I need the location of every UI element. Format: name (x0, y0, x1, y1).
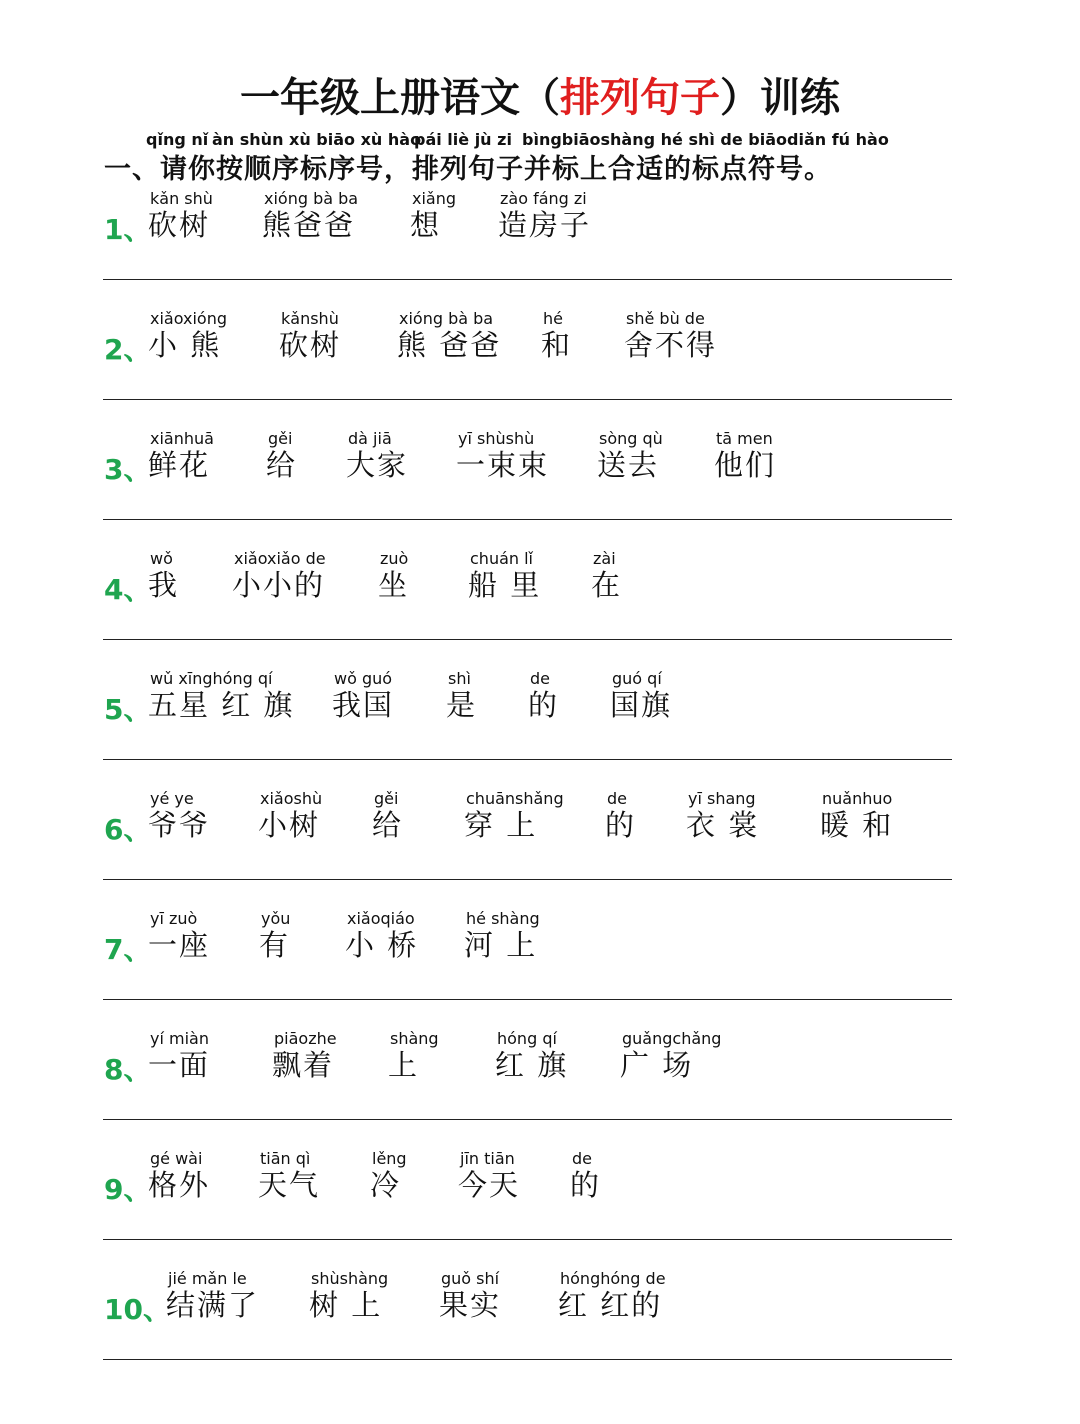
word-card (378, 550, 409, 602)
answer-line[interactable] (103, 1359, 952, 1360)
word-pinyin: wǒ guó (334, 669, 393, 688)
answer-line[interactable] (103, 399, 952, 400)
word-pinyin: shàng (390, 1029, 439, 1048)
word-characters: 红 红的 (558, 1288, 663, 1322)
word-card (410, 190, 456, 242)
word-pinyin: hónghóng de (560, 1269, 666, 1288)
exercise-item (0, 1270, 1080, 1390)
word-card (258, 790, 322, 842)
word-pinyin: xióng bà ba (264, 189, 359, 208)
word-card (148, 550, 179, 602)
exercise-item (0, 670, 1080, 790)
word-card (714, 430, 776, 482)
word-pinyin: yé ye (150, 789, 194, 808)
word-characters: 广 场 (620, 1048, 694, 1082)
word-card (686, 790, 759, 842)
word-card (148, 670, 294, 722)
word-pinyin: de (572, 1149, 592, 1168)
word-pinyin: yī zuò (150, 909, 198, 928)
word-pinyin: sòng qù (599, 429, 663, 448)
word-pinyin: jīn tiān (460, 1149, 515, 1168)
word-characters: 我 (148, 568, 180, 602)
title-prefix: 一年级上册语文（ (240, 75, 560, 121)
word-characters: 舍不得 (624, 328, 718, 362)
word-card (346, 430, 408, 482)
word-characters: 熊 爸爸 (397, 328, 502, 362)
word-pinyin: xiǎoshù (260, 789, 323, 808)
item-number: 7、 (104, 933, 152, 966)
word-card (148, 430, 214, 482)
answer-line[interactable] (103, 279, 952, 280)
word-characters: 小树 (258, 808, 321, 842)
item-number: 9、 (104, 1173, 152, 1206)
item-number: 8、 (104, 1053, 152, 1086)
word-pinyin: kǎnshù (281, 309, 339, 328)
word-characters: 给 (372, 808, 404, 842)
exercise-item (0, 430, 1080, 550)
word-pinyin: hóng qí (497, 1029, 557, 1048)
word-pinyin: yī shùshù (458, 429, 535, 448)
word-card (605, 790, 636, 842)
exercise-item (0, 1030, 1080, 1150)
word-characters: 送去 (597, 448, 660, 482)
word-card (458, 1150, 520, 1202)
word-characters: 穿 上 (464, 808, 538, 842)
word-pinyin: chuānshǎng (466, 789, 564, 808)
word-characters: 和 (541, 328, 573, 362)
title-highlight: 排列句子 (560, 75, 720, 121)
word-pinyin: zài (593, 549, 616, 568)
word-pinyin: nuǎnhuo (822, 789, 893, 808)
word-card (456, 430, 549, 482)
exercise-item (0, 550, 1080, 670)
word-pinyin: xiǎoxiǎo de (234, 549, 326, 568)
word-pinyin: dà jiā (348, 429, 392, 448)
exercise-item (0, 910, 1080, 1030)
word-pinyin: zuò (380, 549, 409, 568)
word-pinyin: yǒu (261, 909, 291, 928)
instruction-text: 一、请你按顺序标序号，排列句子并标上合适的标点符号。 (104, 154, 832, 185)
word-characters: 大家 (346, 448, 409, 482)
word-card (148, 310, 227, 362)
item-number: 2、 (104, 333, 152, 366)
word-characters: 一座 (148, 928, 211, 962)
word-pinyin: gé wài (150, 1149, 203, 1168)
answer-line[interactable] (103, 1239, 952, 1240)
word-characters: 河 上 (464, 928, 538, 962)
word-pinyin: xiǎng (412, 189, 457, 208)
instruction-pinyin-segment: bìngbiāoshàng hé shì de biāodiǎn fú hào (522, 130, 889, 149)
word-characters: 衣 裳 (686, 808, 760, 842)
word-card (148, 1030, 210, 1082)
answer-line[interactable] (103, 759, 952, 760)
word-characters: 格外 (148, 1168, 211, 1202)
word-card (148, 1150, 210, 1202)
word-pinyin: de (530, 669, 550, 688)
word-characters: 今天 (458, 1168, 521, 1202)
word-characters: 小小的 (232, 568, 326, 602)
word-pinyin: wǒ (150, 549, 173, 568)
word-characters: 红 旗 (495, 1048, 569, 1082)
word-card (345, 910, 418, 962)
word-characters: 一面 (148, 1048, 211, 1082)
word-characters: 船 里 (468, 568, 542, 602)
word-card (148, 910, 210, 962)
word-card (495, 1030, 568, 1082)
word-card (388, 1030, 439, 1082)
word-pinyin: xiǎoxióng (150, 309, 228, 328)
word-pinyin: xióng bà ba (399, 309, 494, 328)
word-card (148, 790, 210, 842)
word-pinyin: gěi (374, 789, 399, 808)
word-characters: 小 熊 (148, 328, 222, 362)
item-number: 5、 (104, 693, 152, 726)
word-pinyin: tā men (716, 429, 773, 448)
page-title (0, 66, 1080, 123)
word-pinyin: gěi (268, 429, 293, 448)
word-card (370, 1150, 407, 1202)
word-card (610, 670, 672, 722)
word-characters: 一束束 (456, 448, 550, 482)
word-card (620, 1030, 721, 1082)
word-card (446, 670, 477, 722)
word-characters: 的 (570, 1168, 602, 1202)
word-characters: 小 桥 (345, 928, 419, 962)
word-characters: 五星 红 旗 (148, 688, 295, 722)
word-pinyin: chuán lǐ (470, 549, 533, 568)
word-card (266, 430, 297, 482)
word-pinyin: hé shàng (466, 909, 540, 928)
word-pinyin: shùshàng (311, 1269, 389, 1288)
word-pinyin: shě bù de (626, 309, 705, 328)
word-characters: 飘着 (272, 1048, 335, 1082)
word-characters: 想 (410, 208, 442, 242)
word-card (464, 790, 564, 842)
answer-line[interactable] (103, 639, 952, 640)
word-characters: 结满了 (166, 1288, 260, 1322)
word-card (624, 310, 717, 362)
word-card (528, 670, 559, 722)
word-card (597, 430, 663, 482)
word-characters: 的 (528, 688, 560, 722)
word-card (148, 190, 213, 242)
word-characters: 熊爸爸 (262, 208, 356, 242)
item-number: 3、 (104, 453, 152, 486)
answer-line[interactable] (103, 519, 952, 520)
word-characters: 造房子 (498, 208, 592, 242)
word-pinyin: wǔ xīnghóng qí (150, 669, 273, 688)
word-card (439, 1270, 501, 1322)
exercise-item (0, 790, 1080, 910)
word-characters: 鲜花 (148, 448, 211, 482)
word-pinyin: guǒ shí (441, 1269, 500, 1288)
word-card (309, 1270, 388, 1322)
word-card (558, 1270, 666, 1322)
word-characters: 上 (388, 1048, 420, 1082)
word-characters: 果实 (439, 1288, 502, 1322)
word-pinyin: yī shang (688, 789, 756, 808)
instruction-pinyin-segment: pái liè jù zi (414, 130, 512, 149)
word-pinyin: piāozhe (274, 1029, 337, 1048)
item-number: 6、 (104, 813, 152, 846)
word-card (232, 550, 326, 602)
word-card (262, 190, 358, 242)
title-suffix: ）训练 (720, 75, 840, 121)
word-card (464, 910, 540, 962)
word-pinyin: kǎn shù (150, 189, 213, 208)
word-pinyin: jié mǎn le (168, 1269, 247, 1288)
word-characters: 他们 (714, 448, 777, 482)
answer-line[interactable] (103, 879, 952, 880)
word-card (591, 550, 622, 602)
word-pinyin: lěng (372, 1149, 407, 1168)
word-card (272, 1030, 337, 1082)
word-characters: 给 (266, 448, 298, 482)
word-characters: 在 (591, 568, 623, 602)
word-card (820, 790, 893, 842)
word-characters: 暖 和 (820, 808, 894, 842)
item-number: 1、 (104, 213, 152, 246)
word-characters: 国旗 (610, 688, 673, 722)
word-card (258, 1150, 320, 1202)
word-characters: 天气 (258, 1168, 321, 1202)
word-characters: 的 (605, 808, 637, 842)
word-characters: 爷爷 (148, 808, 211, 842)
instruction-pinyin-segment: àn shùn xù biāo xù hào (212, 130, 422, 149)
item-number: 10、 (104, 1293, 171, 1326)
word-card (570, 1150, 601, 1202)
word-characters: 砍树 (148, 208, 211, 242)
word-characters: 是 (446, 688, 478, 722)
word-card (332, 670, 394, 722)
word-pinyin: zào fáng zi (500, 189, 587, 208)
answer-line[interactable] (103, 999, 952, 1000)
exercise-item (0, 190, 1080, 310)
word-card (498, 190, 591, 242)
word-pinyin: de (607, 789, 627, 808)
word-card (468, 550, 541, 602)
item-number: 4、 (104, 573, 152, 606)
word-characters: 有 (259, 928, 291, 962)
exercise-item (0, 310, 1080, 430)
word-card (541, 310, 572, 362)
word-card (372, 790, 403, 842)
word-pinyin: yí miàn (150, 1029, 209, 1048)
word-pinyin: xiānhuā (150, 429, 214, 448)
word-characters: 砍树 (279, 328, 342, 362)
word-pinyin: shì (448, 669, 471, 688)
word-characters: 我国 (332, 688, 395, 722)
word-characters: 坐 (378, 568, 410, 602)
word-characters: 冷 (370, 1168, 402, 1202)
instruction-pinyin-segment: qǐng nǐ (146, 130, 209, 149)
answer-line[interactable] (103, 1119, 952, 1120)
word-pinyin: hé (543, 309, 563, 328)
word-card (166, 1270, 259, 1322)
word-pinyin: tiān qì (260, 1149, 311, 1168)
exercise-item (0, 1150, 1080, 1270)
word-card (279, 310, 341, 362)
word-card (259, 910, 290, 962)
word-characters: 树 上 (309, 1288, 383, 1322)
word-pinyin: guó qí (612, 669, 662, 688)
word-pinyin: xiǎoqiáo (347, 909, 415, 928)
word-pinyin: guǎngchǎng (622, 1029, 722, 1048)
word-card (397, 310, 501, 362)
